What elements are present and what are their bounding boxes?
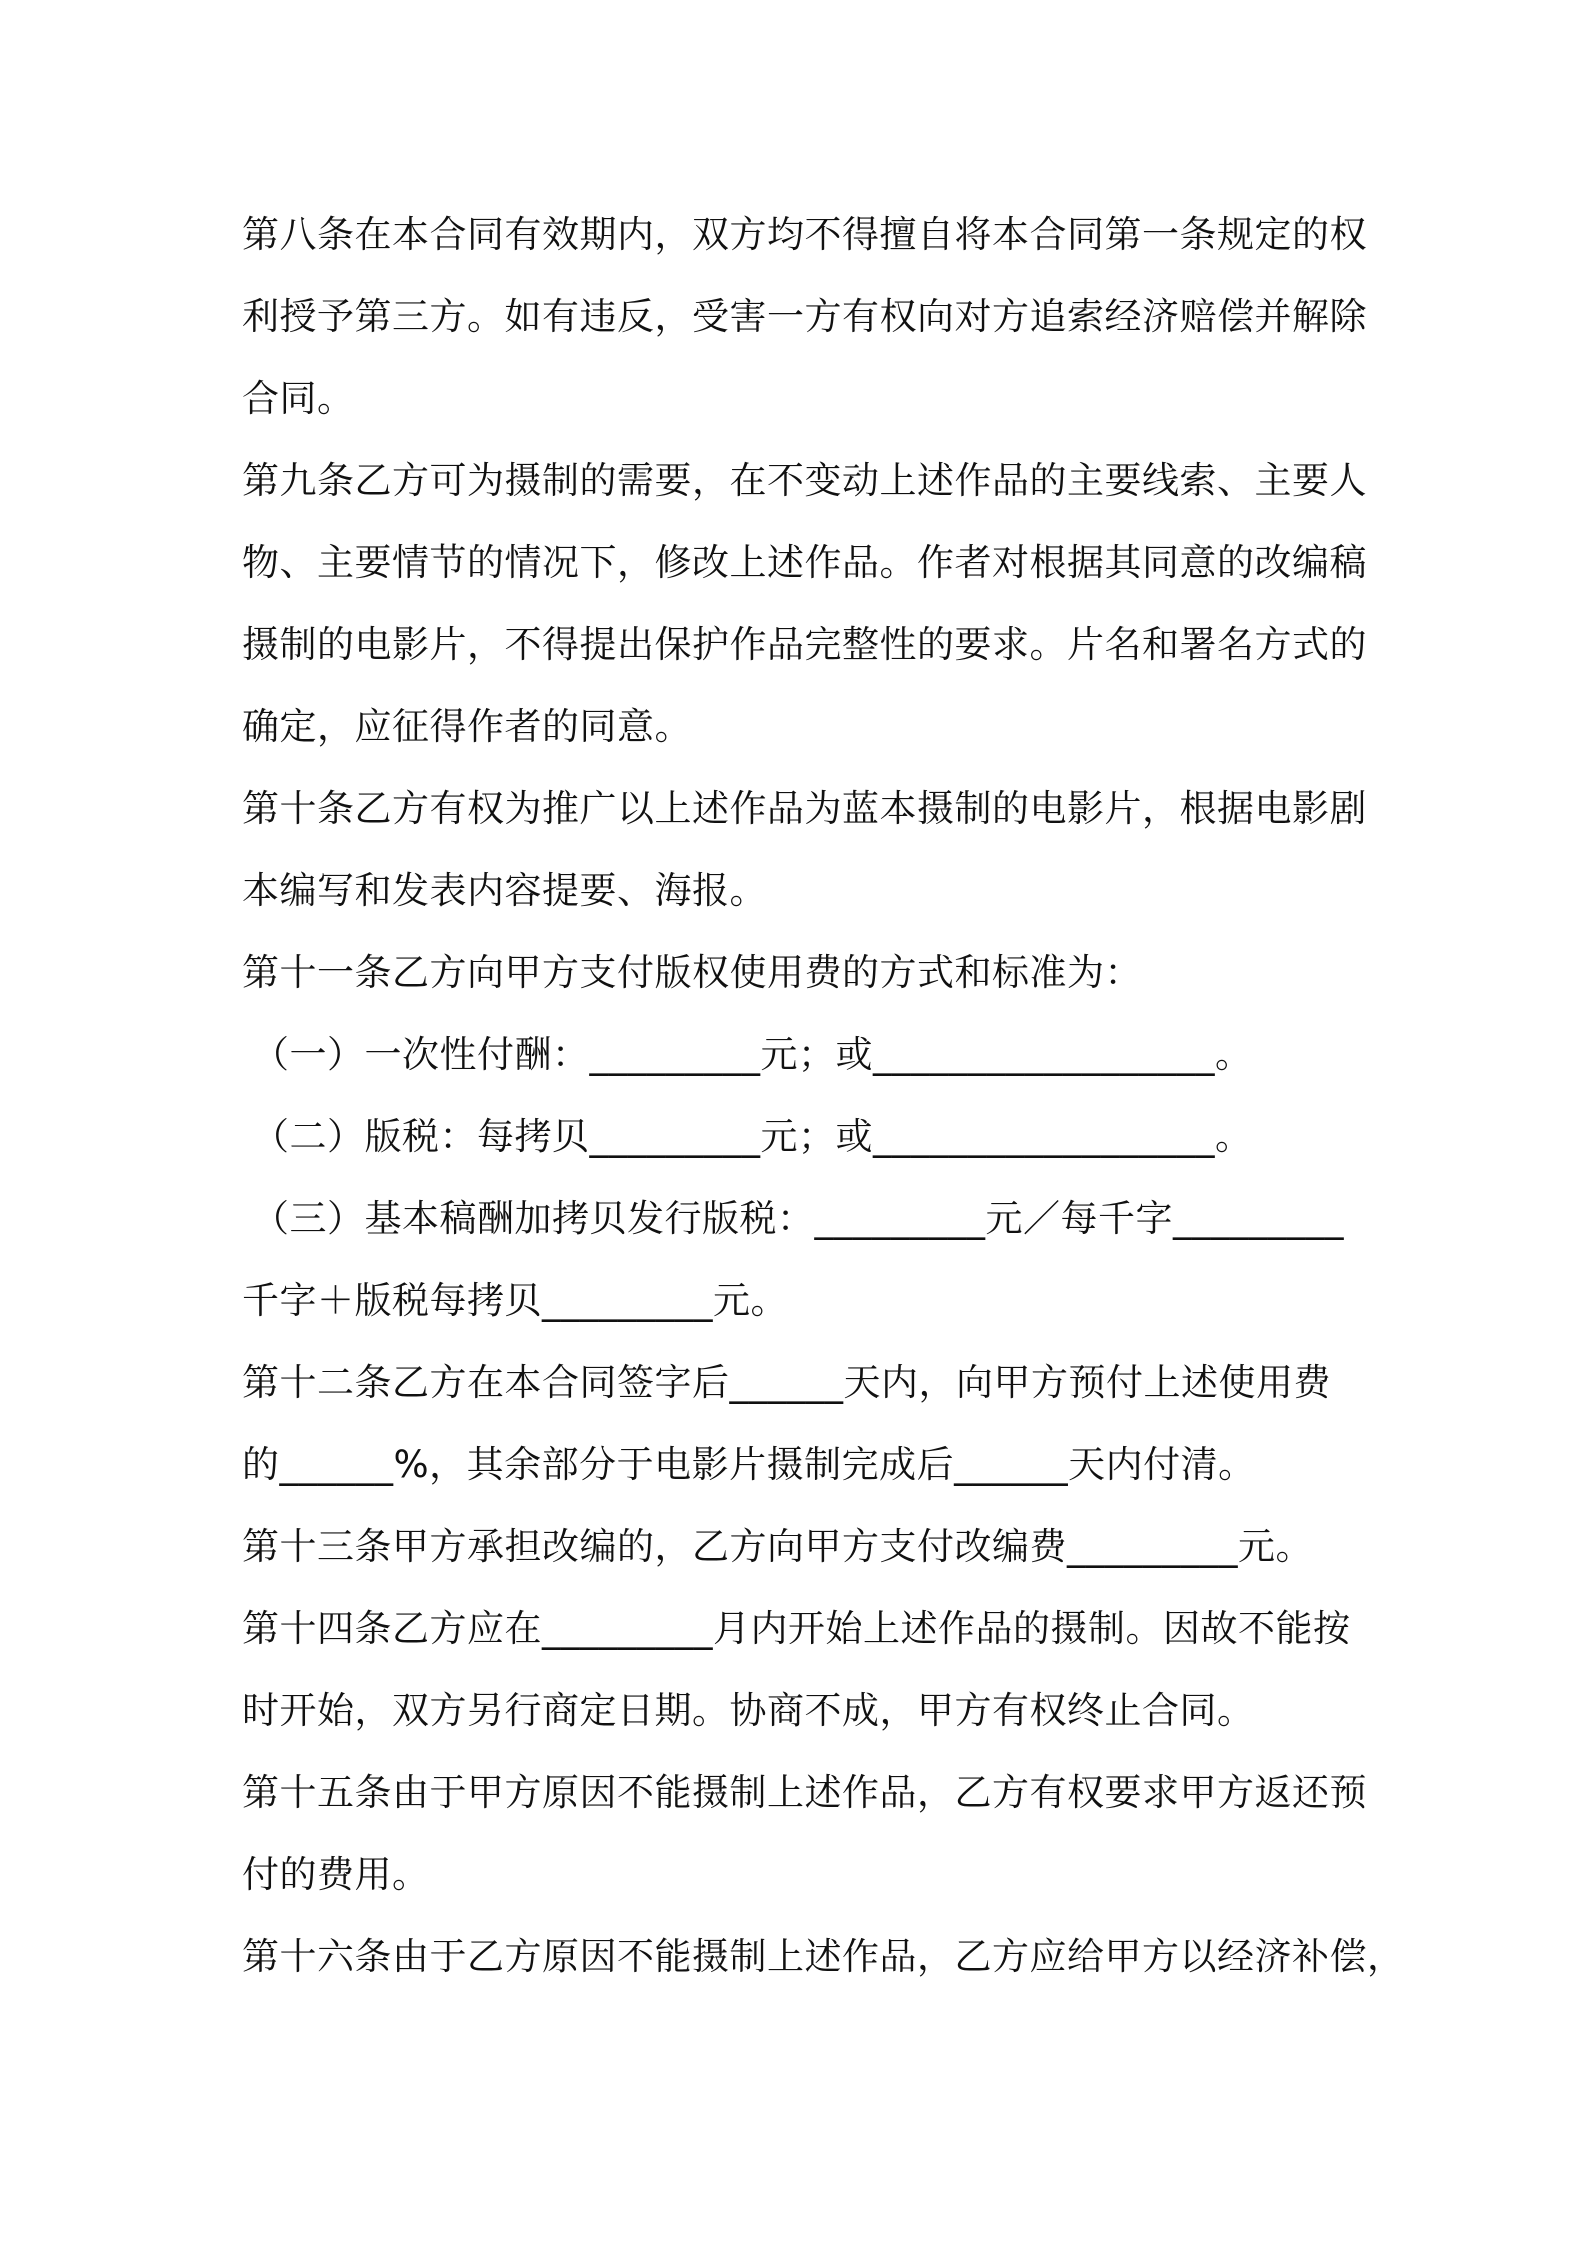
text-line: 摄制的电影片，不得提出保护作品完整性的要求。片名和署名方式的 <box>242 623 1367 666</box>
text-line: 付的费用。 <box>242 1853 430 1896</box>
text-line: 第十五条由于甲方原因不能摄制上述作品，乙方有权要求甲方返还预 <box>242 1771 1367 1814</box>
text-line: （二）版税：每拷贝_________元；或__________________。 <box>252 1115 1253 1158</box>
text-line: 利授予第三方。如有违反，受害一方有权向对方追索经济赔偿并解除 <box>242 295 1367 338</box>
text-line: 第八条在本合同有效期内，双方均不得擅自将本合同第一条规定的权 <box>242 213 1367 256</box>
text-line: 确定，应征得作者的同意。 <box>242 705 692 748</box>
text-line: 时开始，双方另行商定日期。协商不成，甲方有权终止合同。 <box>242 1689 1255 1732</box>
text-line: 的______%，其余部分于电影片摄制完成后______天内付清。 <box>242 1443 1256 1486</box>
text-line: 千字＋版税每拷贝_________元。 <box>242 1279 788 1322</box>
text-line: 第十三条甲方承担改编的，乙方向甲方支付改编费_________元。 <box>242 1525 1313 1568</box>
text-line: 第十一条乙方向甲方支付版权使用费的方式和标准为： <box>242 951 1142 994</box>
text-line: 合同。 <box>242 377 355 420</box>
text-line: 本编写和发表内容提要、海报。 <box>242 869 767 912</box>
text-line: 第十二条乙方在本合同签字后______天内，向甲方预付上述使用费 <box>242 1361 1331 1404</box>
text-line: （三）基本稿酬加拷贝发行版税：_________元／每千字_________ <box>252 1197 1344 1240</box>
text-line: 物、主要情节的情况下，修改上述作品。作者对根据其同意的改编稿 <box>242 541 1367 584</box>
text-line: 第九条乙方可为摄制的需要，在不变动上述作品的主要线索、主要人 <box>242 459 1367 502</box>
text-line: 第十四条乙方应在_________月内开始上述作品的摄制。因故不能按 <box>242 1607 1351 1650</box>
text-line: 第十条乙方有权为推广以上述作品为蓝本摄制的电影片，根据电影剧 <box>242 787 1367 830</box>
text-line: （一）一次性付酬：_________元；或__________________。 <box>252 1033 1253 1076</box>
text-line: 第十六条由于乙方原因不能摄制上述作品，乙方应给甲方以经济补偿， <box>242 1935 1405 1978</box>
